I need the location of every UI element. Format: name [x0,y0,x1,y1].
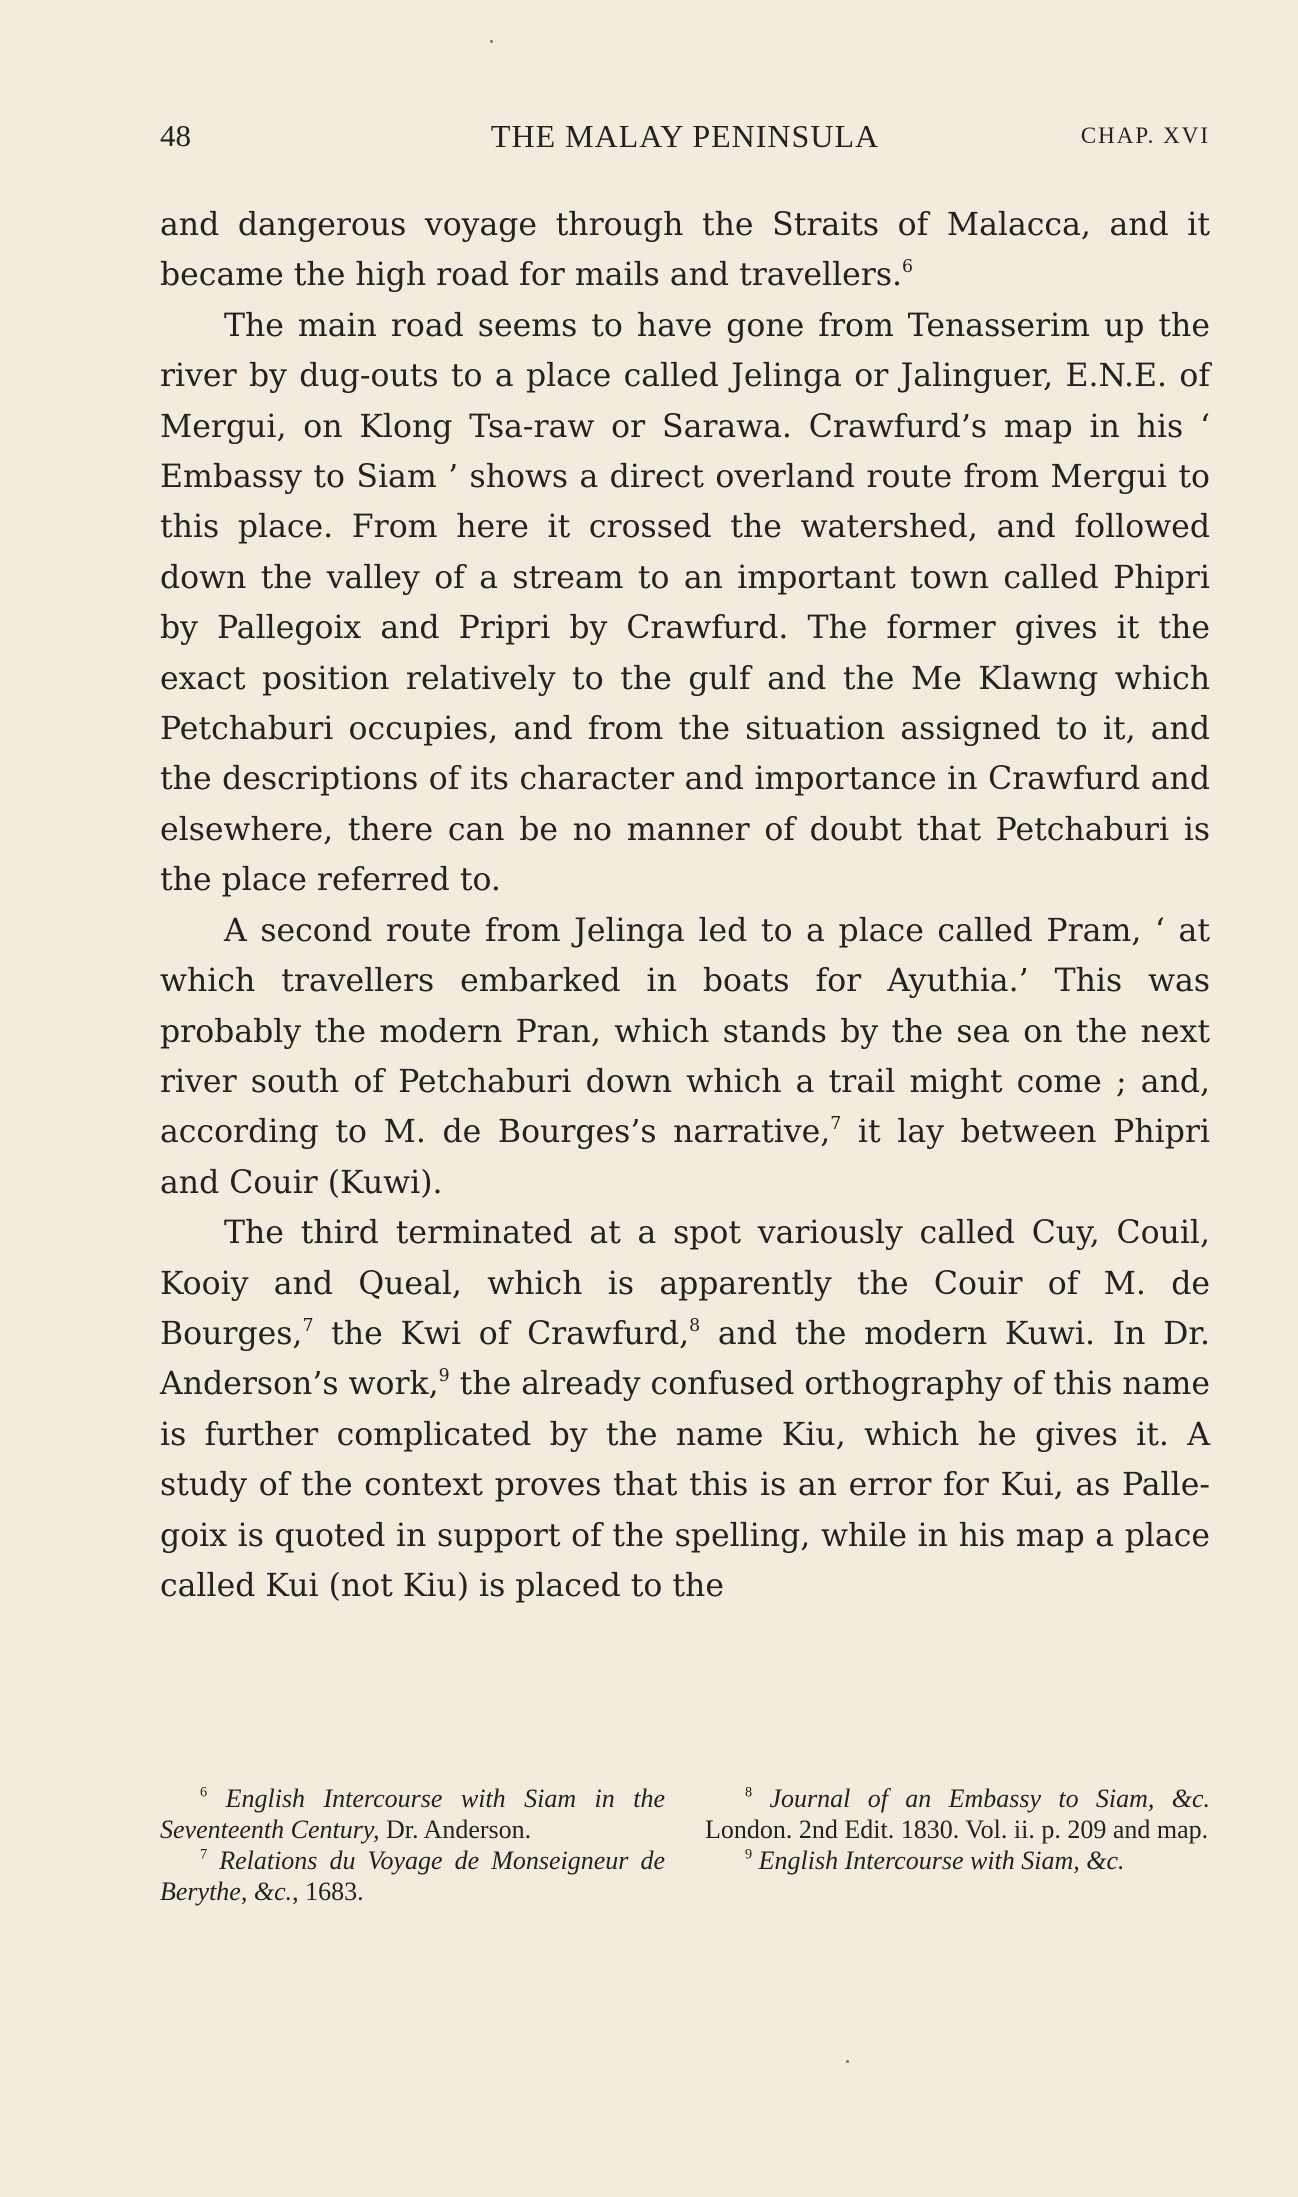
footnote-ref-8: 8 [689,1315,701,1336]
footnote-6: $^6$ English Intercourse with Siam in the Seventeenth Century, Dr. Anderson. [160,1784,665,1844]
footnotes-right-column [705,1783,1210,1907]
body-text [160,200,1210,1611]
footnote-ref-6: 6 [902,257,914,278]
page-header [160,118,1210,162]
footnotes-left-column [160,1783,665,1907]
footnote-9: $^9$ English Intercourse with Siam, &c. [745,1846,1125,1875]
paper-speck-top [490,40,493,43]
footnote-8: $^8$ Journal of an Embassy to Siam, &c. London. 2nd Edit. 1830. Vol. ii. p. 209 and map. [705,1784,1211,1844]
footnote-ref-7: 7 [830,1114,842,1135]
paragraph-4: The third terminated at a spot variously called Cuy, Couil, Kooiy and Queal, which is apparently the Couir of M. de Bourges,$^7$ the Kwi of Crawfurd,$^8$ and the modern Kuwi. In Dr. Anderson’s work,$^9$ the already confused orthography of this name is further complicated by the name Kiu, which he gives it. A study of the context proves that this is an error for Kui, as Pallegoix is quoted in support of the spelling, while in his map a place called Kui (not Kiu) is placed to the [160,1215,1211,1604]
paragraph-1: and dangerous voyage through the Straits of Malacca, and it became the high road for mails and travellers.$^6$ [160,207,1210,294]
paragraph-3: A second route from Jelinga led to a place called Pram, ‘ at which travellers embarked in boats for Ayuthia.’ This was probably the modern Pran, which stands by the sea on the next river south of Petchaburi down which a trail might come ; and, according to M. de Bourges’s narrative,$^7$ it lay between Phipri and Couir (Kuwi). [160,912,1210,1201]
paper-speck-bottom [846,2060,849,2063]
running-title: THE MALAY PENINSULA [490,118,880,154]
footnotes [160,1783,1210,1907]
footnote-7: $^7$ Relations du Voyage de Monseigneur de Berythe, &c., 1683. [160,1846,665,1906]
page-number: 48 [160,118,191,153]
paragraph-2: The main road seems to have gone from Tenasserim up the river by dug-outs to a place called Jelinga or Jalinguer, E.N.E. of Mergui, on Klong Tsa-raw or Sarawa. Crawfurd’s map in his ‘ Embassy to Siam ’ shows a direct overland route from Mergui to this place. From here it crossed the watershed, and followed down the valley of a stream to an important town called Phipri by Pallegoix and Pripri by Crawfurd. The former gives it the exact position relatively to the gulf and the Me Klawng which Petchaburi occupies, and from the situation assigned to it, and the descriptions of its character and importance in Crawfurd and elsewhere, there can be no manner of doubt that Petchaburi is the place referred to. [160,307,1210,899]
footnote-ref-9: 9 [438,1366,450,1387]
footnote-ref-7: 7 [302,1315,314,1336]
chapter-label: CHAP. XVI [1080,123,1210,148]
